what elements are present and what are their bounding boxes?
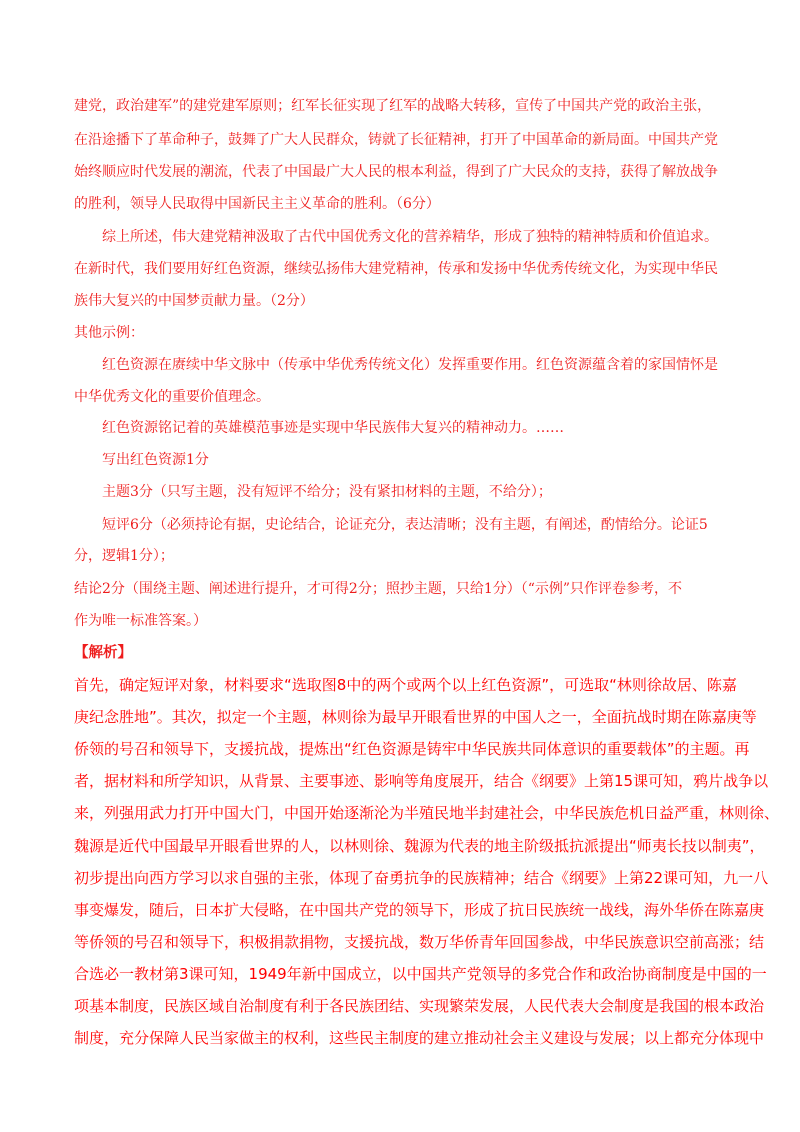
text-line: 制度，充分保障人民当家做主的权利，这些民主制度的建立推动社会主义建设与发展；以上都充分体现中 bbox=[74, 1029, 765, 1047]
text-line: 庚纪念胜地”。其次，拟定一个主题，林则徐为最早开眼看世界的中国人之一，全面抗战时期在陈嘉庚等 bbox=[74, 708, 757, 726]
text-line: 写出红色资源1分 bbox=[102, 452, 209, 468]
text-line: 其他示例： bbox=[74, 325, 144, 341]
section-heading: 【解析】 bbox=[74, 644, 132, 661]
text-line: 项基本制度，民族区域自治制度有利于各民族团结、实现繁荣发展，人民代表大会制度是我国的根本政治 bbox=[74, 997, 765, 1015]
text-line: 始终顺应时代发展的潮流，代表了中国最广大人民的根本利益，得到了广大民众的支持，获得了解放战争 bbox=[74, 164, 718, 180]
text-line: 在沿途播下了革命种子，鼓舞了广大人民群众，铸就了长征精神，打开了中国革命的新局面。中国共产党 bbox=[74, 132, 718, 148]
text-line: 魏源是近代中国最早开眼看世界的人，以林则徐、魏源为代表的地主阶级抵抗派提出“师夷长技以制夷”， bbox=[74, 837, 765, 855]
text-line: 综上所述，伟大建党精神汲取了古代中国优秀文化的营养精华，形成了独特的精神特质和价值追求。 bbox=[102, 229, 718, 245]
text-line: 首先，确定短评对象，材料要求“选取图8中的两个或两个以上红色资源”，可选取“林则徐故居、陈嘉 bbox=[74, 676, 737, 694]
text-line: 初步提出向西方学习以求自强的主张，体现了奋勇抗争的民族精神；结合《纲要》上第22课可知，九一八 bbox=[74, 869, 769, 887]
text-line: 族伟大复兴的中国梦贡献力量。（2分） bbox=[74, 293, 314, 309]
text-line: 合选必一教材第3课可知，1949年新中国成立，以中国共产党领导的多党合作和政治协商制度是中国的一 bbox=[74, 965, 767, 983]
text-line: 结论2分（围绕主题、阐述进行提升，才可得2分；照抄主题，只给1分）（“示例”只作评卷参考，不 bbox=[74, 581, 683, 597]
text-line: 中华优秀文化的重要价值理念。 bbox=[74, 389, 270, 405]
text-line: 在新时代，我们要用好红色资源，继续弘扬伟大建党精神，传承和发扬中华优秀传统文化，为实现中华民 bbox=[74, 261, 718, 277]
text-line: 作为唯一标准答案。） bbox=[74, 613, 207, 629]
text-line: 主题3分（只写主题，没有短评不给分；没有紧扣材料的主题，不给分）； bbox=[102, 484, 552, 500]
text-line: 短评6分（必须持论有据，史论结合，论证充分，表达清晰；没有主题，有阐述，酌情给分。论证5 bbox=[102, 517, 708, 533]
text-line: 建党，政治建军”的建党建军原则；红军长征实现了红军的战略大转移，宣传了中国共产党的政治主张， bbox=[74, 98, 712, 114]
text-line: 事变爆发，随后，日本扩大侵略，在中国共产党的领导下，形成了抗日民族统一战线，海外华侨在陈嘉庚 bbox=[74, 901, 765, 919]
text-line: 的胜利，领导人民取得中国新民主主义革命的胜利。（6分） bbox=[74, 196, 440, 212]
text-line: 分，逻辑1分）； bbox=[74, 548, 174, 564]
text-line: 侨领的号召和领导下，支援抗战，提炼出“红色资源是铸牢中华民族共同体意识的重要载体”的主题。再 bbox=[74, 740, 750, 758]
text-line: 等侨领的号召和领导下，积极捐款捐物，支援抗战，数万华侨青年回国参战，中华民族意识空前高涨；结 bbox=[74, 933, 765, 951]
text-line: 红色资源在赓续中华文脉中（传承中华优秀传统文化）发挥重要作用。红色资源蕴含着的家国情怀是 bbox=[102, 357, 718, 373]
text-line: 者，据材料和所学知识，从背景、主要事迹、影响等角度展开，结合《纲要》上第15课可知，鸦片战争以 bbox=[74, 772, 769, 790]
text-line: 红色资源铭记着的英雄模范事迹是实现中华民族伟大复兴的精神动力。…… bbox=[102, 420, 564, 436]
text-line: 来，列强用武力打开中国大门，中国开始逐渐沦为半殖民地半封建社会，中华民族危机日益严重，林则徐、 bbox=[74, 804, 780, 822]
